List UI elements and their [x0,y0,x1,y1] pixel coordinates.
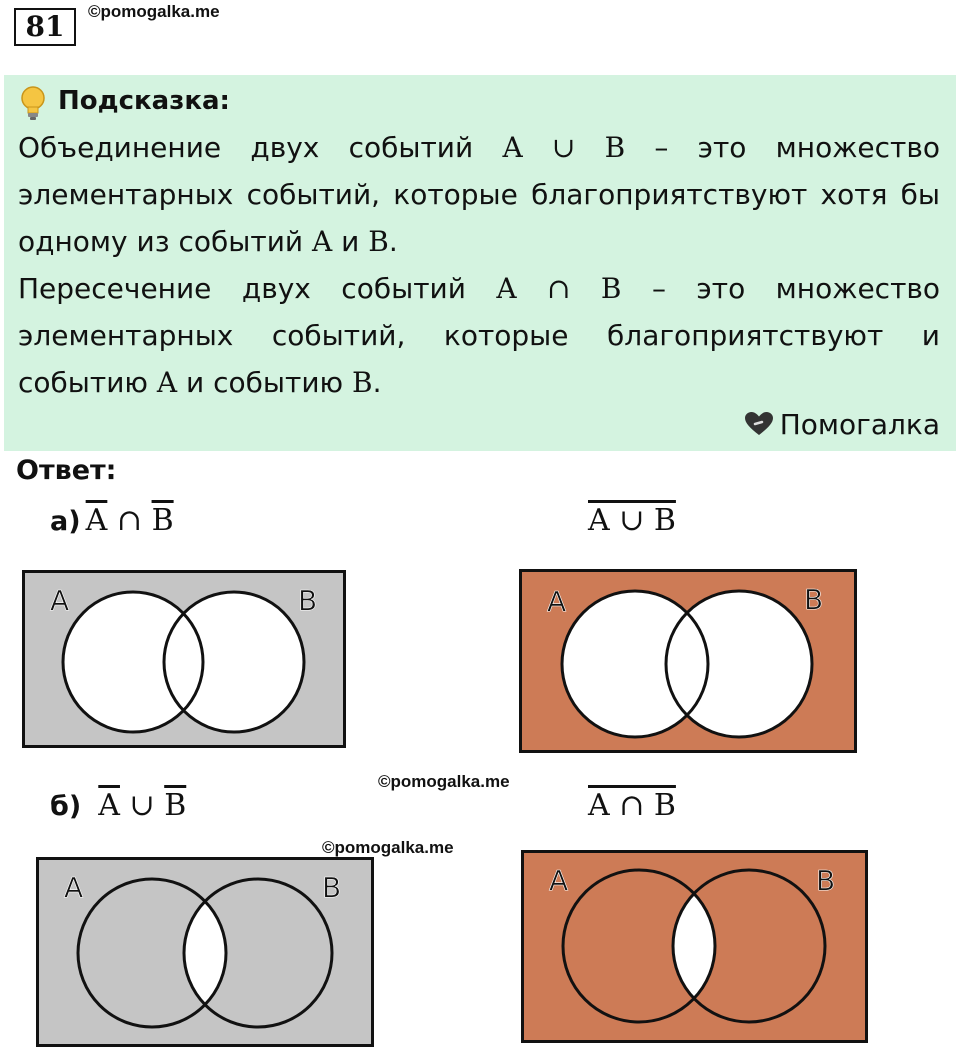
venn-label-a: A [549,864,569,897]
answer-label: Ответ: [16,455,117,486]
part-b-set-a: $\overline{A}$ [98,788,120,823]
venn-diagram-b-left [36,857,374,1047]
venn-label-a: A [64,871,84,904]
intersection-event-b: B [352,366,373,399]
venn-label-b: B [804,583,824,616]
intersection-symbol: A ∩ B [496,272,622,305]
part-b-right-text: A ∩ B [588,788,676,823]
venn-label-a: A [547,585,567,618]
venn-label-b: B [816,864,836,897]
union-end: . [388,225,398,258]
watermark-top: ©pomogalka.me [88,2,220,21]
venn-diagram-b-right [521,850,868,1043]
union-text-prefix: Объединение двух событий [18,131,503,164]
part-a-heading [50,503,174,538]
intersection-and: и событию [177,366,353,399]
intersection-definition [18,265,940,406]
signature [744,408,940,441]
venn-label-b: B [322,871,342,904]
part-a-op: ∩ [116,503,143,538]
part-b-heading [50,788,186,823]
intersection-text-prefix: Пересечение двух событий [18,272,497,305]
union-definition [18,124,940,265]
union-event-b: B [368,225,389,258]
watermark-lower: ©pomogalka.me [322,838,454,857]
signature-text: Помогалка [779,408,940,441]
intersection-end: . [372,366,382,399]
intersection-event-a: A [156,366,178,399]
part-a-set-b: $\overline{B}$ [151,503,174,538]
watermark-middle: ©pomogalka.me [378,772,510,791]
part-b-op: ∪ [129,788,155,823]
union-text-body: – это множество элементарных событий, которые благоприятствуют хотя бы одному из событий [18,131,940,258]
part-a-set-a: $\overline{A}$ [85,503,108,538]
heart-icon [744,411,774,437]
part-b-set-b: $\overline{B}$ [164,788,187,823]
lightbulb-icon [18,85,48,121]
union-event-a: A [312,225,333,258]
venn-label-b: B [298,584,318,617]
part-a-right-expr [588,503,676,538]
part-a-right-text: A ∪ B [588,503,676,538]
problem-number: 81 [14,8,76,46]
venn-diagram-a-left [22,570,346,748]
union-symbol: A ∪ B [502,131,626,164]
intersection-text-body: – это множество элементарных событий, которые благоприятствуют и событию [18,272,941,399]
part-a-letter: а) [50,506,81,537]
hint-title: Подсказка: [58,86,230,116]
part-b-right-expr [588,788,676,823]
venn-diagram-a-right [519,569,857,753]
part-b-letter: б) [50,791,82,822]
union-and: и [332,225,369,258]
venn-label-a: A [50,584,70,617]
